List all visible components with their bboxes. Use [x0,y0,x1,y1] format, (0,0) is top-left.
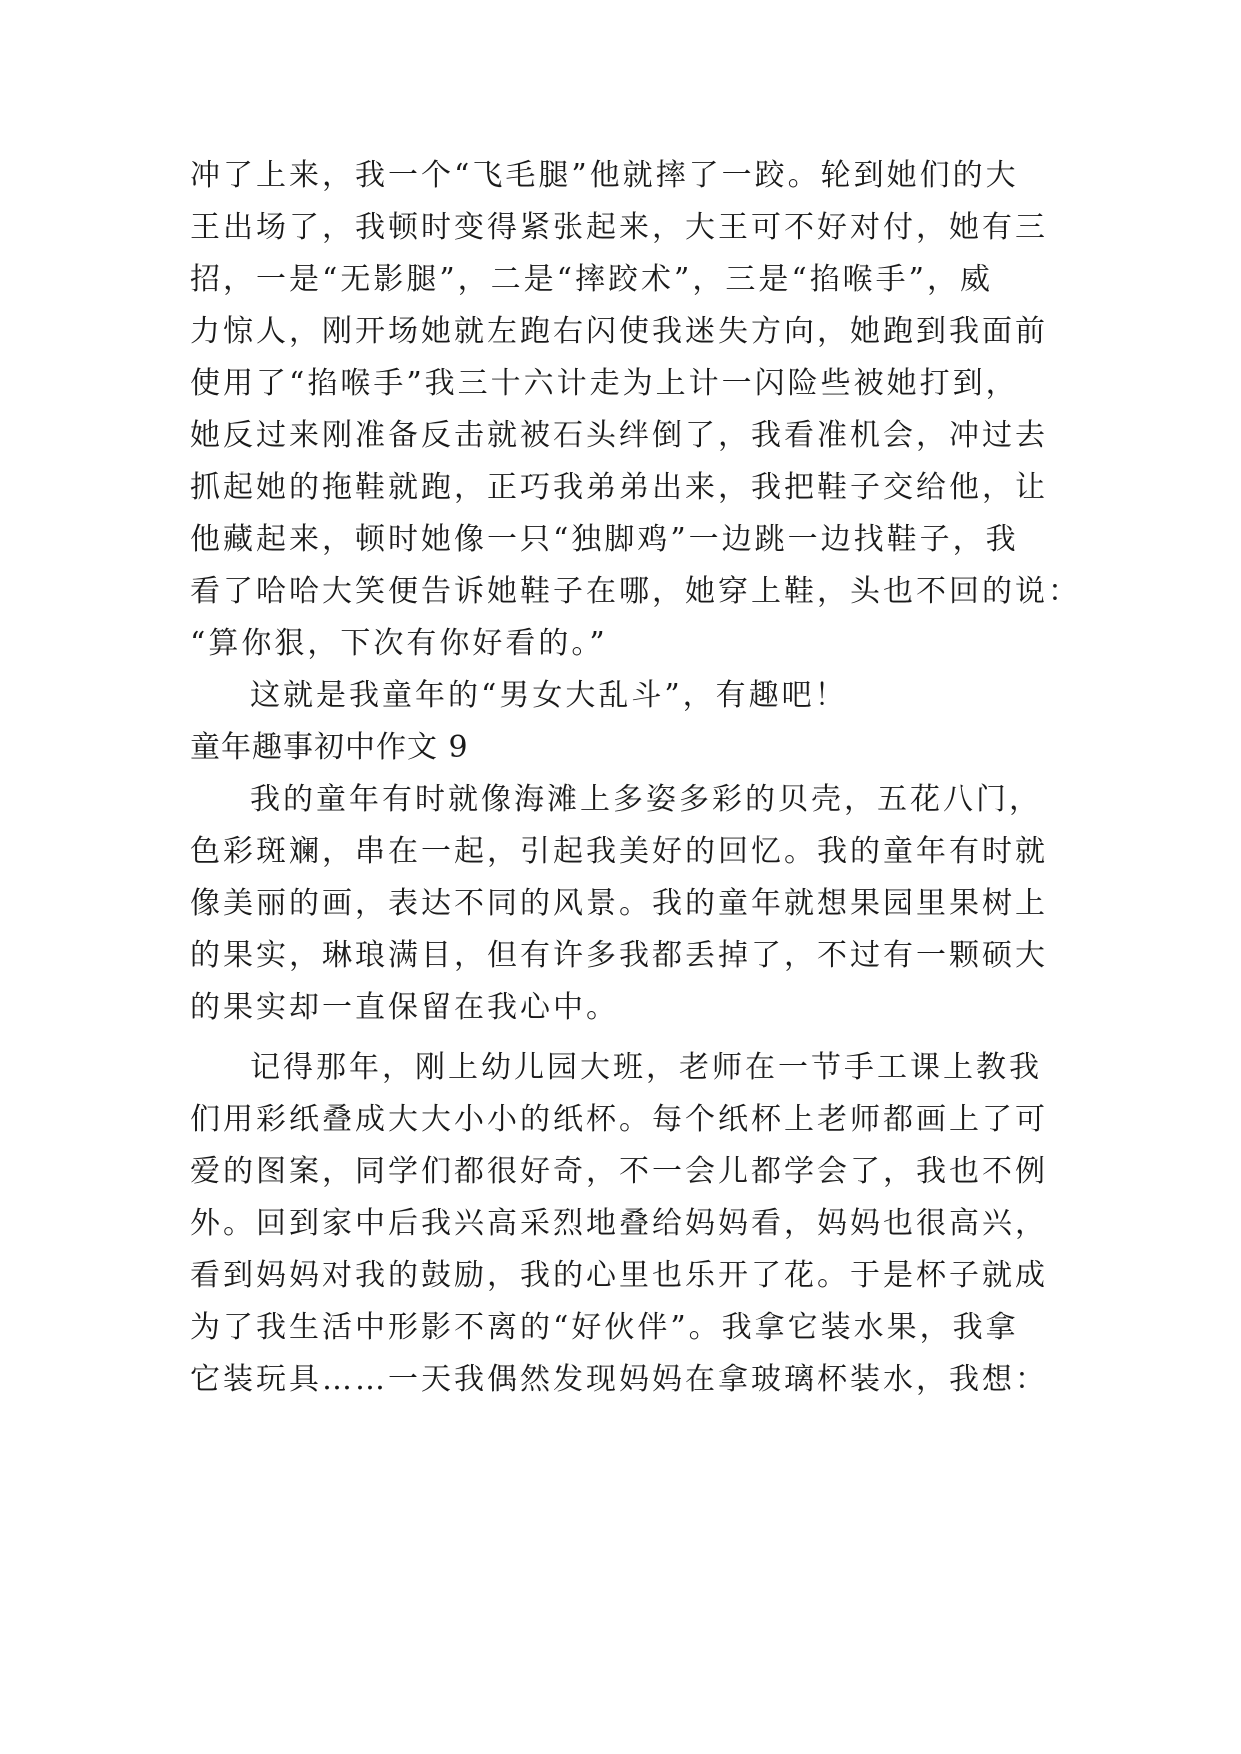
text-line: 记得那年，刚上幼儿园大班，老师在一节手工课上教我 [250,1050,1042,1085]
text-line: 这就是我童年的“男女大乱斗”，有趣吧！ [250,678,848,713]
text-line: “算你狠，下次有你好看的。” [190,626,608,661]
text-line: 使用了“掐喉手”我三十六计走为上计一闪险些被她打到， [190,366,1019,401]
paragraph-conclusion [190,670,1060,722]
text-line: 招，一是“无影腿”，二是“摔跤术”，三是“掐喉手”，威 [190,262,994,297]
text-line: 他藏起来，顿时她像一只“独脚鸡”一边跳一边找鞋子，我 [190,522,1019,557]
paragraph-childhood-intro [190,774,1060,1034]
paragraph-fight-story [190,150,1081,670]
text-line: 王出场了，我顿时变得紧张起来，大王可不好对付，她有三 [190,210,1048,245]
text-line: 外。回到家中后我兴高采烈地叠给妈妈看，妈妈也很高兴， [190,1206,1048,1241]
text-line: 我的童年有时就像海滩上多姿多彩的贝壳，五花八门， [250,782,1042,817]
heading-text: 童年趣事初中作文 9 [190,730,469,765]
text-line: 冲了上来，我一个“飞毛腿”他就摔了一跤。轮到她们的大 [190,158,1019,193]
text-line: 像美丽的画，表达不同的风景。我的童年就想果园里果树上 [190,886,1048,921]
document-page [190,150,1081,1406]
text-line: 看了哈哈大笑便告诉她鞋子在哪，她穿上鞋，头也不回的说： [190,574,1081,609]
text-line: 为了我生活中形影不离的“好伙伴”。我拿它装水果，我拿 [190,1310,1019,1345]
text-line: 抓起她的拖鞋就跑，正巧我弟弟出来，我把鞋子交给他，让 [190,470,1048,505]
text-line: 她反过来刚准备反击就被石头绊倒了，我看准机会，冲过去 [190,418,1048,453]
section-heading [190,722,1060,774]
text-line: 它装玩具……一天我偶然发现妈妈在拿玻璃杯装水，我想： [190,1362,1048,1397]
paragraph-paper-cups [190,1042,1060,1406]
text-line: 的果实，琳琅满目，但有许多我都丢掉了，不过有一颗硕大 [190,938,1048,973]
text-line: 爱的图案，同学们都很好奇，不一会儿都学会了，我也不例 [190,1154,1048,1189]
text-line: 色彩斑斓，串在一起，引起我美好的回忆。我的童年有时就 [190,834,1048,869]
text-line: 看到妈妈对我的鼓励，我的心里也乐开了花。于是杯子就成 [190,1258,1048,1293]
text-line: 力惊人，刚开场她就左跑右闪使我迷失方向，她跑到我面前 [190,314,1048,349]
text-line: 们用彩纸叠成大大小小的纸杯。每个纸杯上老师都画上了可 [190,1102,1048,1137]
text-line: 的果实却一直保留在我心中。 [190,990,619,1025]
